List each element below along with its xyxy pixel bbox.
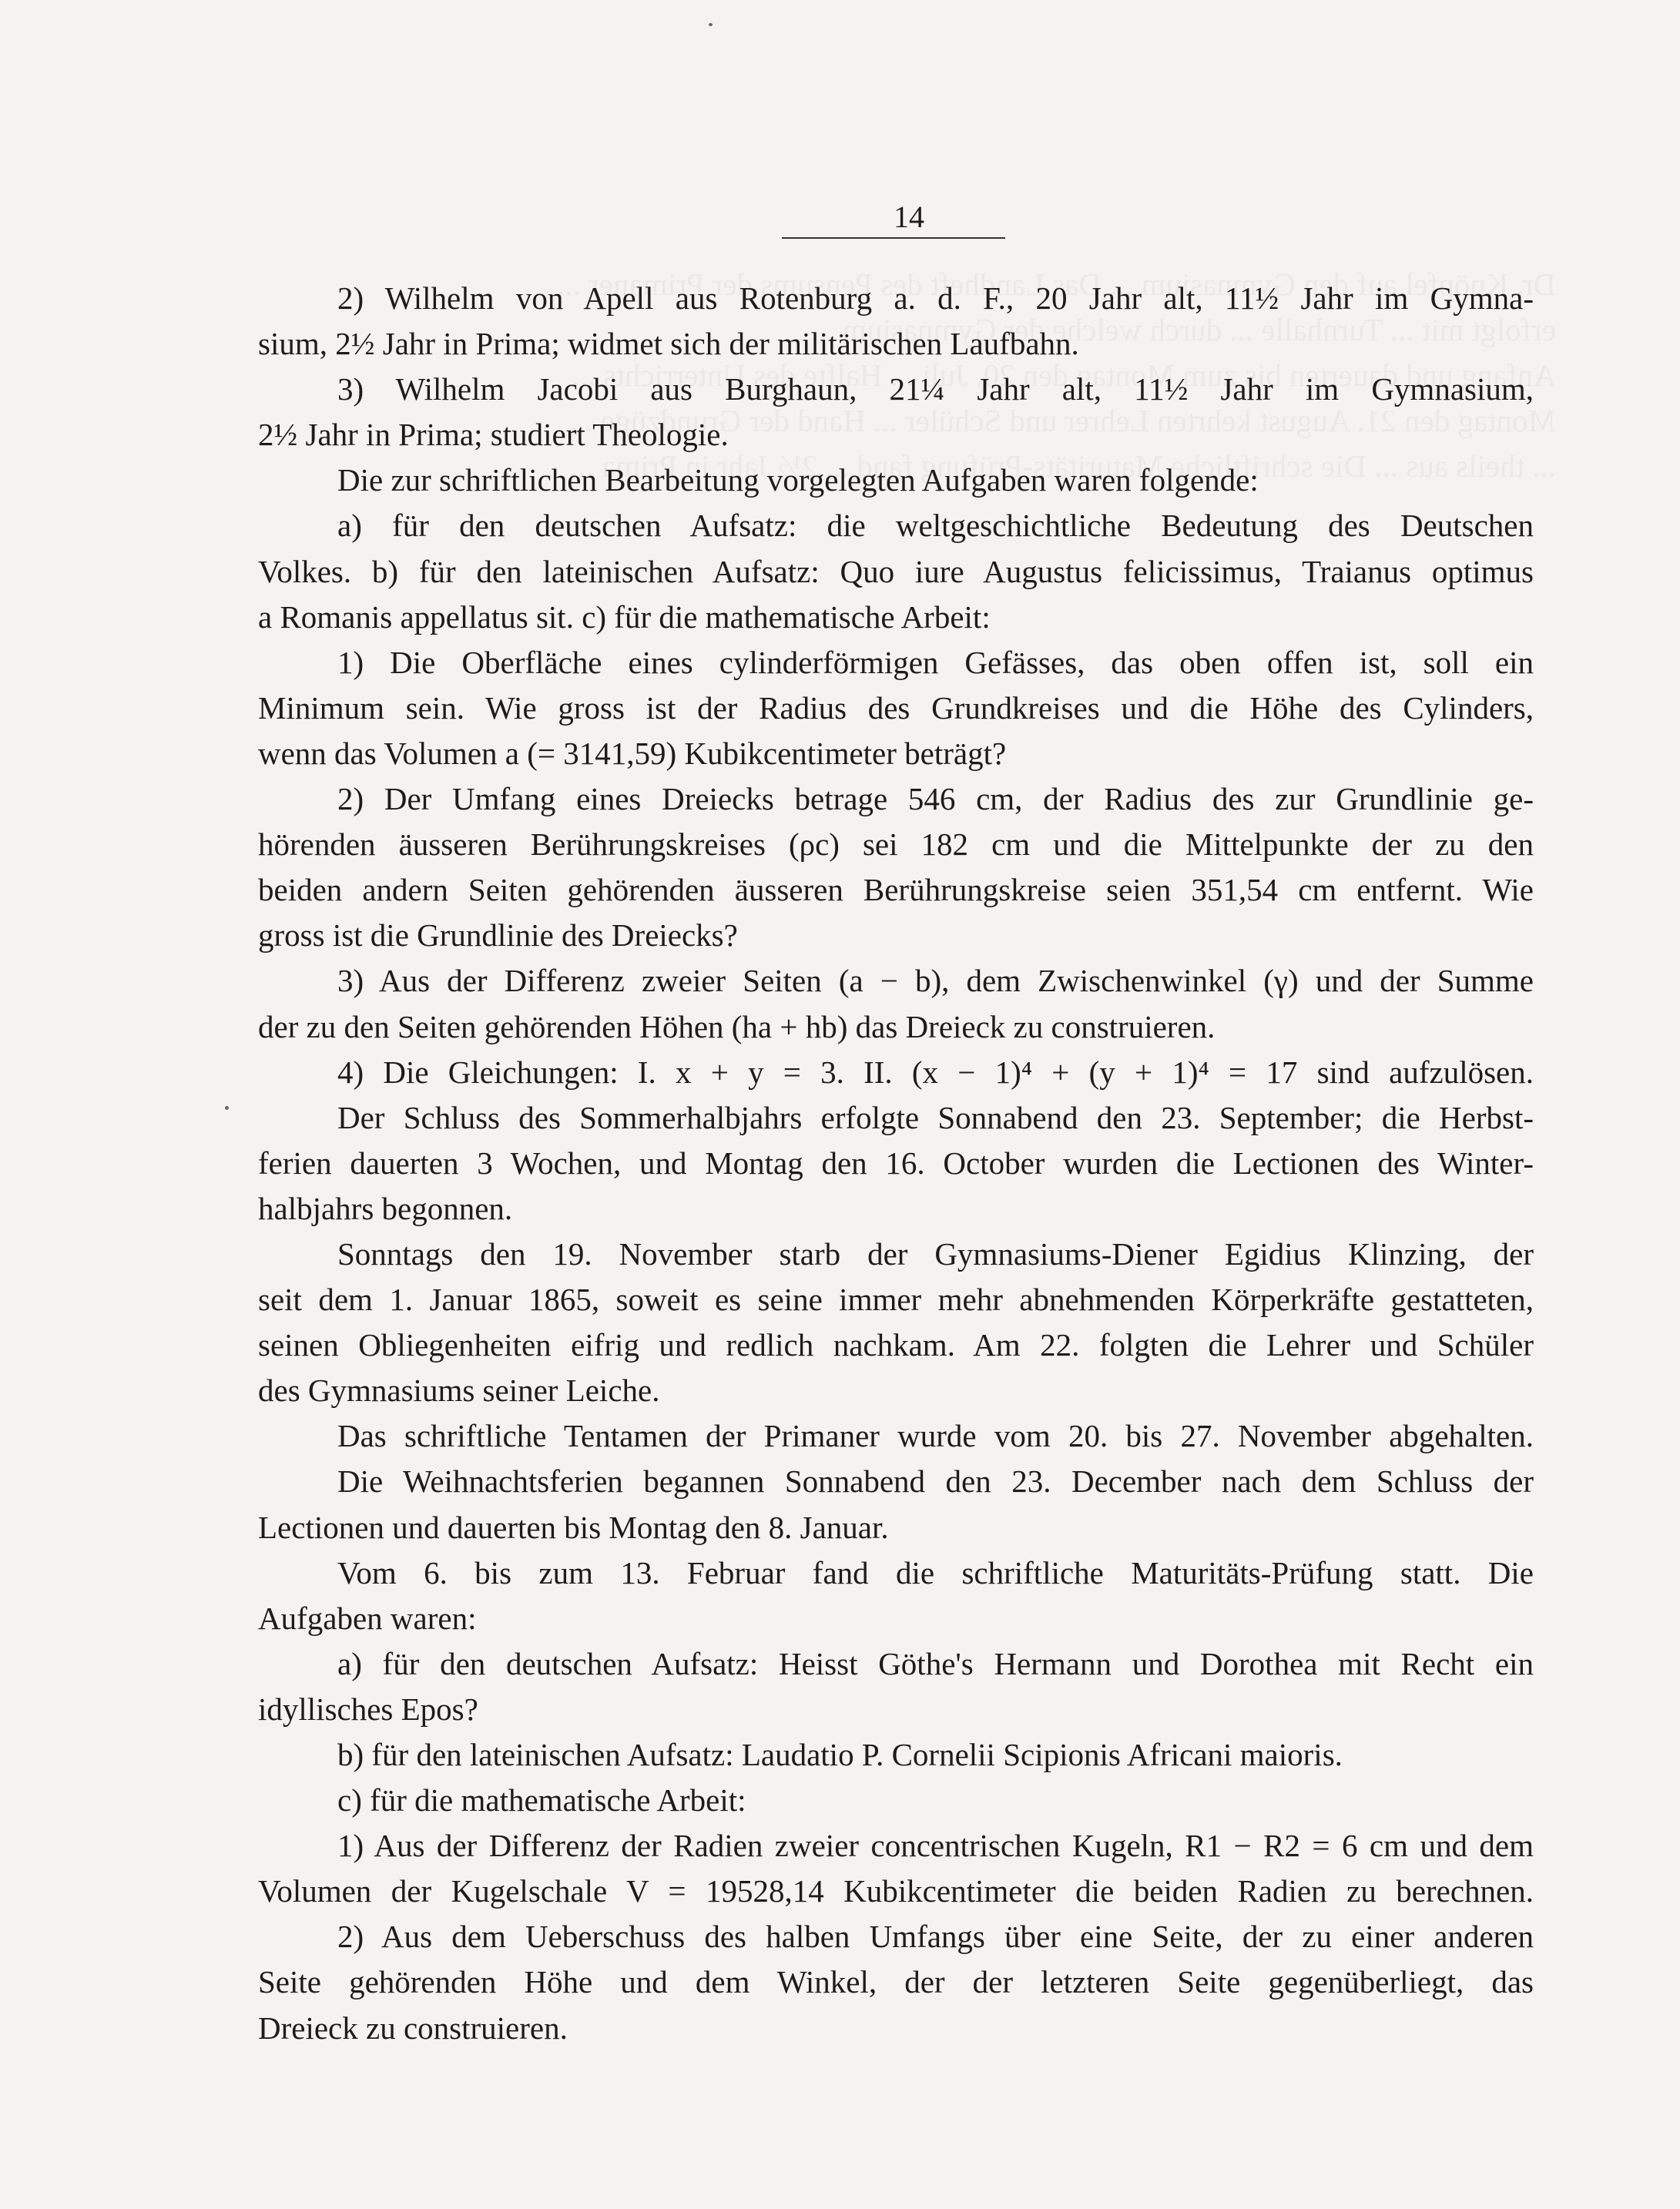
- text-line: Sonntags den 19. November starb der Gymnasiums-Diener Egidius Klinzing, der: [337, 1235, 1534, 1272]
- text-line: Die Weihnachtsferien begannen Sonnabend den 23. December nach dem Schluss der: [337, 1463, 1534, 1500]
- text-line: halbjahrs begonnen.: [258, 1190, 513, 1226]
- text-line: b) für den lateinischen Aufsatz: Laudatio P. Cornelii Scipionis Africani maioris.: [337, 1737, 1343, 1772]
- text-line: hörenden äusseren Berührungskreises (ρc) sei 182 cm und die Mittelpunkte der zu den: [258, 826, 1534, 863]
- paper-speck: [709, 23, 713, 26]
- text-line: a Romanis appellatus sit. c) für die mathematische Arbeit:: [258, 598, 991, 635]
- text-line: 2) Der Umfang eines Dreiecks betrage 546 cm, der Radius des zur Grundlinie ge-: [337, 781, 1534, 817]
- body-text: [258, 276, 1534, 2051]
- text-line: c) für die mathematische Arbeit:: [337, 1782, 746, 1818]
- text-line: Das schriftliche Tentamen der Primaner wurde vom 20. bis 27. November abgehalten.: [337, 1418, 1534, 1454]
- text-line: a) für den deutschen Aufsatz: die weltgeschichtliche Bedeutung des Deutschen: [337, 508, 1534, 544]
- text-line: sium, 2½ Jahr in Prima; widmet sich der militärischen Laufbahn.: [258, 326, 1079, 362]
- text-line: ferien dauerten 3 Wochen, und Montag den 16. October wurden die Lectionen des Winter-: [258, 1145, 1534, 1181]
- header-rule: [782, 237, 1005, 239]
- text-line: Lectionen und dauerten bis Montag den 8. Januar.: [258, 1509, 889, 1545]
- text-line: beiden andern Seiten gehörenden äusseren Berührungskreise seien 351,54 cm entfernt. Wie: [258, 872, 1534, 908]
- text-line: Der Schluss des Sommerhalbjahrs erfolgte Sonnabend den 23. September; die Herbst-: [337, 1099, 1534, 1135]
- text-line: wenn das Volumen a (= 3141,59) Kubikcentimeter beträgt?: [258, 735, 1007, 771]
- text-line: 1) Aus der Differenz der Radien zweier concentrischen Kugeln, R1 − R2 = 6 cm und dem: [337, 1828, 1534, 1864]
- text-line: 1) Die Oberfläche eines cylinderförmigen Gefässes, das oben offen ist, soll ein: [337, 644, 1534, 680]
- text-line: Aufgaben waren:: [258, 1600, 477, 1636]
- text-line: 4) Die Gleichungen: I. x + y = 3. II. (x − 1)⁴ + (y + 1)⁴ = 17 sind aufzulösen.: [337, 1054, 1534, 1090]
- text-line: der zu den Seiten gehörenden Höhen (ha + hb) das Dreieck zu construieren.: [258, 1008, 1216, 1044]
- text-line: Die zur schriftlichen Bearbeitung vorgelegten Aufgaben waren folgende:: [337, 462, 1259, 498]
- text-line: Vom 6. bis zum 13. Februar fand die schriftliche Maturitäts-Prüfung statt. Die: [337, 1554, 1534, 1591]
- text-line: seit dem 1. Januar 1865, soweit es seine immer mehr abnehmenden Körperkräfte gestatteten,: [258, 1282, 1534, 1318]
- text-line: 2) Aus dem Ueberschuss des halben Umfangs über eine Seite, der zu einer anderen: [337, 1919, 1534, 1955]
- text-line: Seite gehörenden Höhe und dem Winkel, der der letzteren Seite gegenüberliegt, das: [258, 1964, 1534, 2000]
- text-line: 3) Wilhelm Jacobi aus Burghaun, 21¼ Jahr alt, 11½ Jahr im Gymnasium,: [337, 371, 1534, 407]
- text-line: Volkes. b) für den lateinischen Aufsatz: Quo iure Augustus felicissimus, Traianus optimus: [258, 553, 1534, 589]
- text-line: Minimum sein. Wie gross ist der Radius des Grundkreises und die Höhe des Cylinders,: [258, 689, 1534, 726]
- text-line: des Gymnasiums seiner Leiche.: [258, 1373, 660, 1409]
- text-line: Volumen der Kugelschale V = 19528,14 Kubikcentimeter die beiden Radien zu berechnen.: [258, 1873, 1534, 1909]
- text-line: 2½ Jahr in Prima; studiert Theologie.: [258, 417, 729, 453]
- paper-speck: [225, 1106, 229, 1110]
- text-line: gross ist die Grundlinie des Dreiecks?: [258, 917, 738, 954]
- text-line: 2) Wilhelm von Apell aus Rotenburg a. d. F., 20 Jahr alt, 11½ Jahr im Gymna-: [337, 280, 1534, 316]
- text-line: Dreieck zu construieren.: [258, 2010, 568, 2046]
- text-line: seinen Obliegenheiten eifrig und redlich nachkam. Am 22. folgten die Lehrer und Schüler: [258, 1327, 1534, 1363]
- text-line: 3) Aus der Differenz zweier Seiten (a − b), dem Zwischenwinkel (γ) und der Summe: [337, 963, 1534, 999]
- text-line: idyllisches Epos?: [258, 1691, 478, 1727]
- page-number: 14: [894, 199, 924, 234]
- text-line: a) für den deutschen Aufsatz: Heisst Göthe's Hermann und Dorothea mit Recht ein: [337, 1645, 1534, 1681]
